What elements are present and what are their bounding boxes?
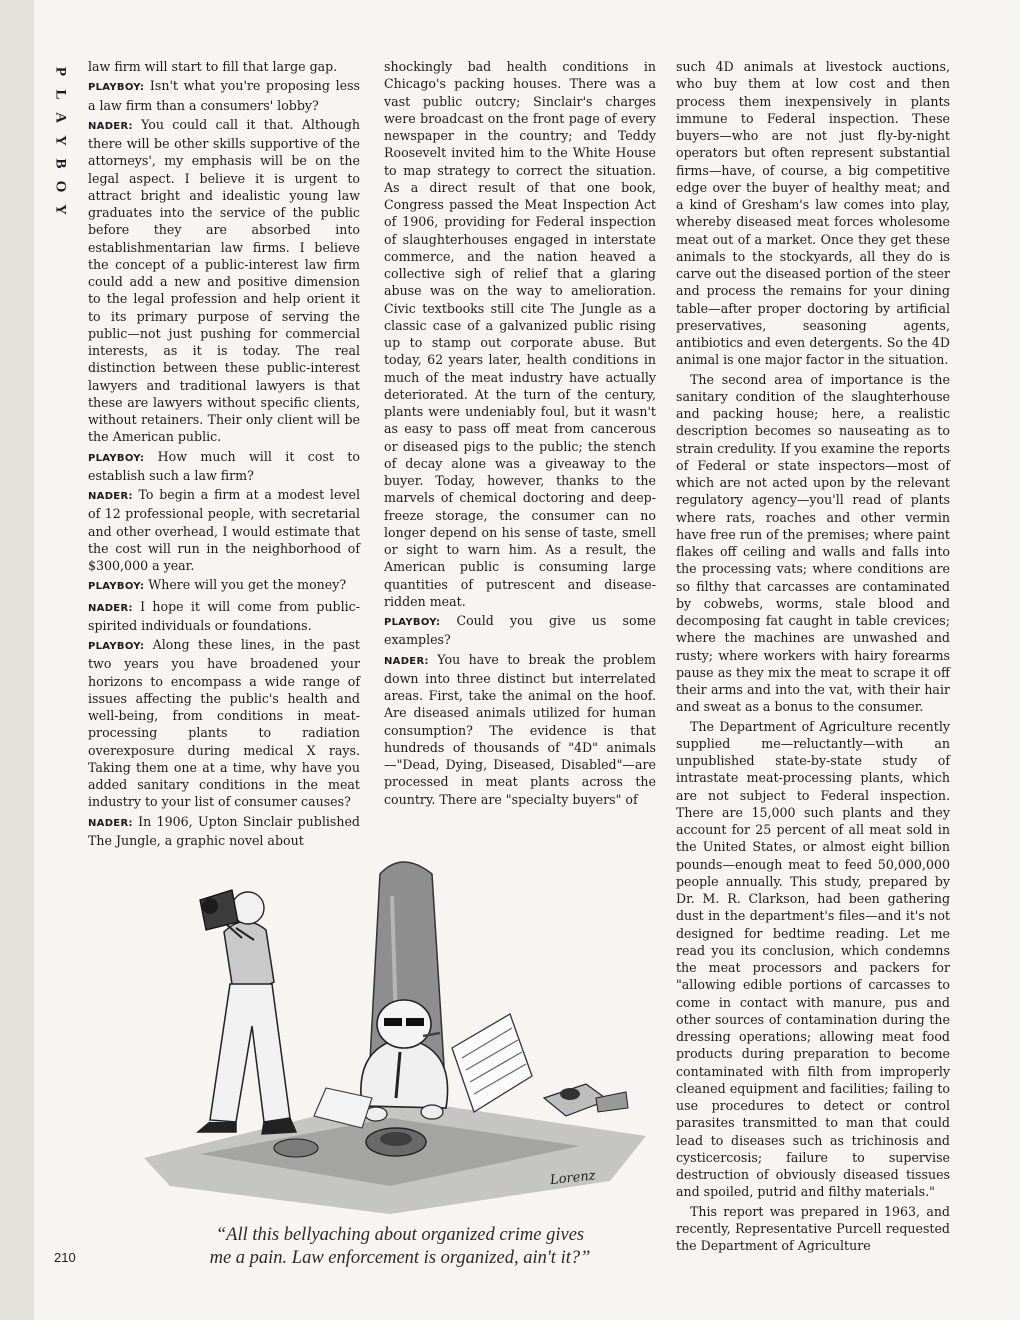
speaker-label: NADER: bbox=[88, 817, 133, 829]
interview-paragraph: PLAYBOY: Along these lines, in the past two years you have broadened your horizons to encompass a wide range of issues affecting the public's health and well-being, from conditions in meat-processing plants to radiation overexposure during medical X rays. Taking them one at a time, why have you added sanitary conditions in the meat industry to your list of consumer causes? bbox=[88, 637, 360, 810]
speaker-label: PLAYBOY: bbox=[88, 82, 145, 94]
spine-letter: B bbox=[52, 158, 69, 169]
caption-line: “All this bellyaching about organized crime gives bbox=[215, 1225, 585, 1245]
speaker-label: PLAYBOY: bbox=[88, 581, 145, 593]
spine-wordmark bbox=[44, 60, 76, 221]
speaker-label: PLAYBOY: bbox=[88, 452, 145, 464]
cartoon-caption bbox=[140, 1224, 660, 1270]
spine-letter: A bbox=[52, 112, 69, 123]
speaker-label: NADER: bbox=[384, 655, 429, 667]
speaker-label: PLAYBOY: bbox=[88, 641, 145, 652]
interview-paragraph: NADER: To begin a firm at a modest level of 12 professional people, with secretarial and other overhead, I would estimate that the cost will run in the neighborhood of $300,000 a year. bbox=[88, 487, 360, 573]
interview-paragraph: PLAYBOY: How much will it cost to establish such a law firm? bbox=[88, 448, 360, 483]
paragraph: The Department of Agriculture recently supplied me—reluctantly—with an unpublished state-by-state study of intrastate meat-processing plants, which are not subject to Federal inspection. There are 15,000 such plants and they account for 25 percent of all meat sold in the United States, or almost eight billion pounds—enough meat to feed 50,000,000 people annually. This study, prepared by Dr. M. R. Clarkson, had been gathering dust in the department's files—and it's not designed for bedtime reading. Let me read you its conclusion, which condemns the meat processors and packers for "allowing edible portions of carcasses to come in contact with manure, pus and other sources of contamination during the dressing operations; allowing meat food products during preparation to become contaminated with filth from improperly cleaned equipment and facilities; failing to use procedures to detect or control parasites transmitted to man that could lead to diseases such as trichinosis and cysticercosis; failure to supervise destruction of obviously diseased tissues and spoiled, putrid and filthy materials." bbox=[676, 718, 950, 1200]
spine-letter: Y bbox=[52, 204, 69, 215]
interview-paragraph: PLAYBOY: Where will you get the money? bbox=[88, 577, 347, 593]
paragraph: shockingly bad health conditions in Chicago's packing houses. There was a vast public outcry; Sinclair's charges were broadcast on the front page of every newspaper in the country; and Teddy Roosevelt invited him to the White House to map strategy to correct the situation. As a direct result of that one book, Congress passed the Meat Inspection Act of 1906, providing for Federal inspection of slaughterhouses engaged in interstate commerce, and the nation heaved a collective sigh of relief that a glaring abuse was on the way to amelioration. Civic textbooks still cite The Jungle as a classic case of a galvanized public rising up to stamp out corporate abuse. But today, 62 years later, health conditions in much of the meat industry have actually deteriorated. At the turn of the century, plants were undeniably foul, but it wasn't as easy to pass off meat from cancerous or diseased pigs to the public; the stench of decay alone was a giveaway to the buyer. Today, however, thanks to the marvels of chemical doctoring and deep-freeze storage, the consumer can no longer depend on his sense of taste, smell or sight to warn him. As a result, the American public is consuming large quantities of putrescent and disease-ridden meat. bbox=[384, 59, 656, 609]
paragraph: law firm will start to fill that large gap. bbox=[88, 59, 338, 74]
spine-letter: P bbox=[52, 66, 69, 77]
interview-paragraph: NADER: I hope it will come from public-spirited individuals or foundations. bbox=[88, 598, 360, 633]
interview-paragraph: PLAYBOY: Could you give us some examples? bbox=[384, 613, 656, 648]
speaker-label: PLAYBOY: bbox=[384, 617, 441, 628]
interview-paragraph: NADER: You have to break the problem down into three distinct but interrelated areas. First, take the animal on the hoof. Are diseased animals utilized for human consumption? The evidence is that hundreds of thousands of "4D" animals—"Dead, Dying, Diseased, Disabled"—are processed in meat plants across the country. There are "specialty buyers" of bbox=[384, 651, 656, 807]
paragraph: such 4D animals at livestock auctions, who buy them at low cost and then process them inexpensively in plants immune to Federal inspection. These buyers—who are not just fly-by-night operators but often represent substantial firms—have, of course, a big competitive edge over the buyer of healthy meat; and a kind of Gresham's law comes into play, whereby diseased meat forces wholesome meat out of a market. Once they get these animals to the stockyards, all they do is carve out the diseased portion of the steer and process the remains for your dining table—after proper doctoring by artificial preservatives, seasoning agents, antibiotics and even detergents. So the 4D animal is one major factor in the situation. bbox=[676, 59, 950, 368]
page-number: 210 bbox=[54, 1250, 76, 1265]
spine-letter: L bbox=[52, 89, 69, 100]
column-left bbox=[88, 58, 360, 849]
artist-signature: Lorenz bbox=[549, 1168, 597, 1189]
spine-letter: Y bbox=[52, 135, 69, 146]
column-middle bbox=[384, 58, 656, 808]
paragraph: This report was prepared in 1963, and recently, Representative Purcell requested the Department of Agriculture bbox=[676, 1203, 950, 1253]
speaker-label: NADER: bbox=[88, 602, 133, 614]
speaker-label: NADER: bbox=[88, 120, 133, 132]
spine-letter: O bbox=[52, 180, 69, 193]
paragraph: The second area of importance is the sanitary condition of the slaughterhouse and packing house; here, a realistic description becomes so nauseating as to strain credulity. If you examine the reports of Federal or state inspectors—most of which are not acted upon by the relevant regulatory agency—you'll read of plants where rats, roaches and other vermin have free run of the premises; where paint flakes off ceiling and walls and falls into the processing vats; where conditions are so filthy that carcasses are contaminated by cobwebs, worms, stale blood and decomposing fat caught in table crevices; where the machines are unwashed and rusty; where workers with hairy forearms pause as they mix the meat to scrape it off their arms and into the vat, with their hair and sweat as a bonus to the consumer. bbox=[676, 371, 950, 715]
column-right bbox=[676, 58, 950, 1254]
interview-paragraph: NADER: In 1906, Upton Sinclair published The Jungle, a graphic novel about bbox=[88, 813, 360, 848]
caption-line: me a pain. Law enforcement is organized, ain't it?” bbox=[209, 1248, 591, 1268]
speaker-label: NADER: bbox=[88, 491, 133, 502]
interview-paragraph: PLAYBOY: Isn't what you're proposing less a law firm than a consumers' lobby? bbox=[88, 78, 360, 113]
cartoon-illustration bbox=[140, 836, 650, 1216]
interview-paragraph: NADER: You could call it that. Although there will be other skills supportive of the attorneys', my emphasis will be on the legal aspect. I believe it is urgent to attract bright and idealistic young law graduates into the service of the public before they are absorbed into establishmentarian law firms. I believe the concept of a public-interest law firm could add a new and positive dimension to the legal profession and help orient it to its primary purpose of serving the public—not just pushing for commercial interests, as it is today. The real distinction between these public-interest lawyers and traditional lawyers is that these are lawyers without specific clients, without retainers. Their only client will be the American public. bbox=[88, 116, 361, 445]
